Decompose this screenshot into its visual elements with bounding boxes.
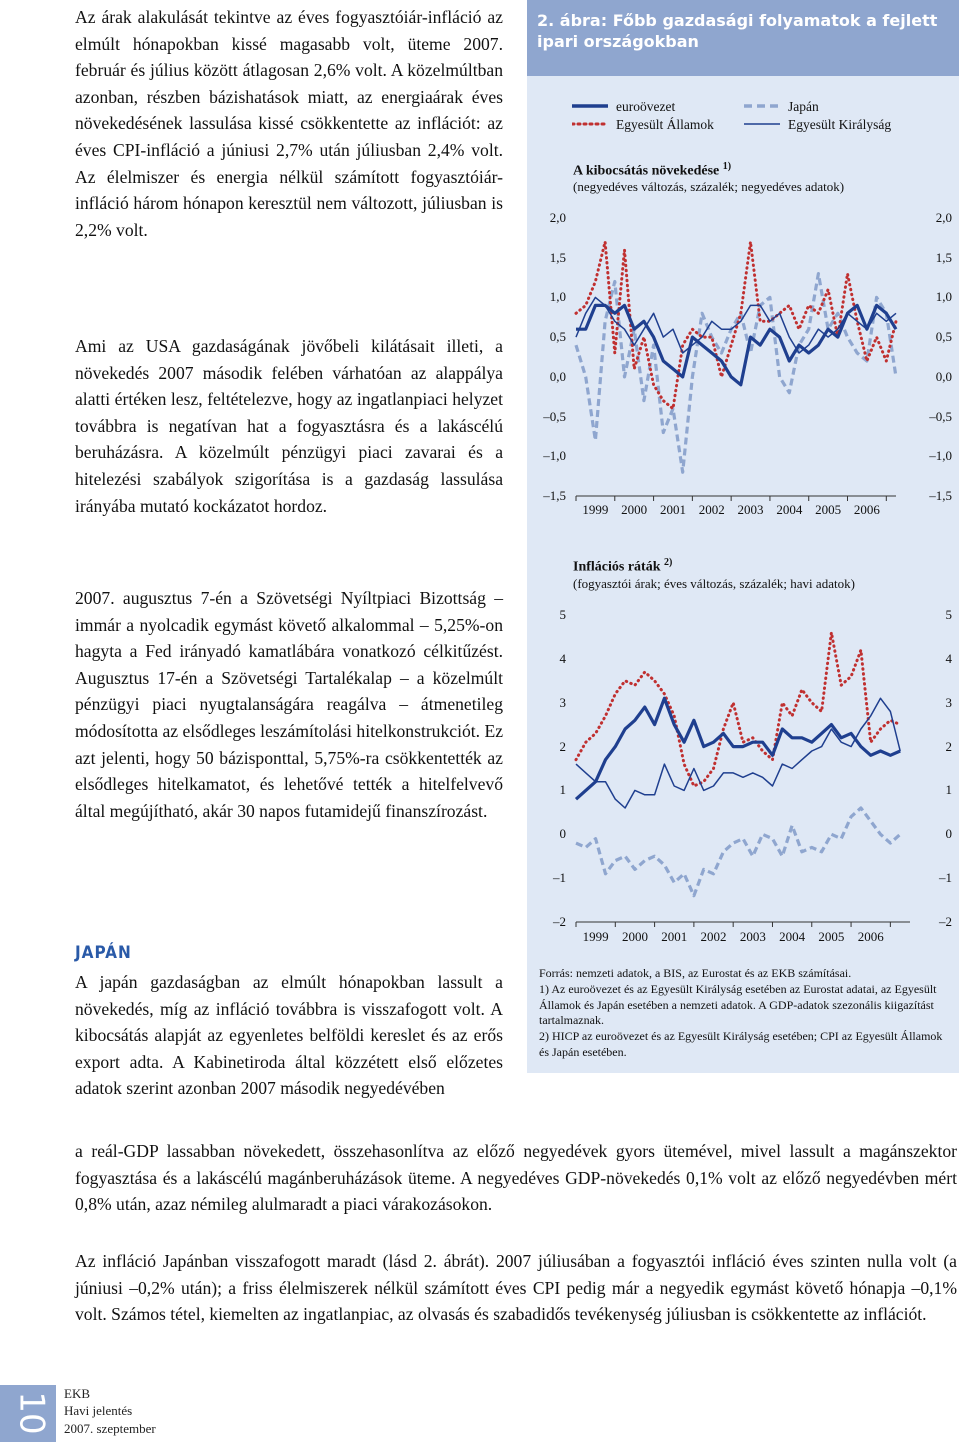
panel2-sup: 2) xyxy=(664,557,673,568)
xtick-label: 2004 xyxy=(776,502,803,517)
ytick-label-right: 0,5 xyxy=(935,329,952,345)
ytick-label-right: 1 xyxy=(945,782,952,798)
ytick-label-left: 1 xyxy=(559,782,566,798)
panel2-title xyxy=(573,557,672,576)
ytick-label-right: –0,5 xyxy=(929,408,952,424)
xtick-label: 2003 xyxy=(737,502,764,517)
figure-source-note: Forrás: nemzeti adatok, a BIS, az Eurostat és az EKB számításai. xyxy=(539,966,852,980)
paragraph-japan-growth: A japán gazdaságban az elmúlt hónapokban lassult a növekedés, míg az infláció továbbra is visszafogott volt. A kibocsátás alapját az egyenletes belföldi kereslet és az erős export adta. A Kabinetiroda által közzétett első előzetes adatok szerint azonban 2007 második negyedévében xyxy=(75,972,503,1099)
ytick-label-left: –0,5 xyxy=(543,408,566,424)
xtick-label: 2004 xyxy=(779,929,806,944)
ytick-label-right: –1 xyxy=(939,870,952,886)
ytick-label-right: 0,0 xyxy=(935,368,952,384)
figure-header xyxy=(527,0,959,76)
xtick-label: 2003 xyxy=(739,929,766,944)
xtick-label: 2005 xyxy=(815,502,842,517)
xtick-label: 2002 xyxy=(698,502,725,517)
panel2-title-text: Inflációs ráták xyxy=(573,559,661,575)
ytick-label-right: –1,0 xyxy=(929,448,952,464)
ytick-label-left: 1,0 xyxy=(549,289,566,305)
ytick-label-left: 2,0 xyxy=(549,210,566,225)
ytick-label-left: 0,5 xyxy=(549,329,566,345)
chart-output-growth xyxy=(570,200,910,518)
series-line-euroövezet xyxy=(576,698,900,799)
xtick-label: 2006 xyxy=(853,502,880,517)
legend-swatches-right xyxy=(744,100,784,130)
series-line-egyesült-királyság xyxy=(576,698,900,808)
panel1-subtitle: (negyedéves változás, százalék; negyedéves adatok) xyxy=(573,179,845,194)
paragraph-us-prices: Az árak alakulását tekintve az éves fogyasztóiár-infláció az elmúlt hónapokban kissé magasabb volt, üteme 2007. február és július között átlagosan 2,6% volt. A közelmúltban azonban, részben bázishatások miatt, az energiaárak éves növekedésének lassulása kissé csökkentette az inflációt: az éves CPI-infláció a júniusi 2,7% után júliusban 2,4% volt. Az élelmiszer és energia nélkül számított fogyasztóiár-infláció három hónapon keresztül nem változott, júliusban is 2,2% volt. xyxy=(75,7,503,240)
legend-us: Egyesült Államok xyxy=(616,117,714,132)
figure-title: 2. ábra: Főbb gazdasági folyamatok a fejlett ipari országokban xyxy=(537,11,938,51)
legend-euro: euroövezet xyxy=(616,99,676,114)
ytick-label-left: –2 xyxy=(553,914,566,929)
ytick-label-right: 1,5 xyxy=(935,249,952,265)
ytick-label-right: 0 xyxy=(945,826,952,842)
footer-publisher: EKB xyxy=(64,1386,90,1401)
ytick-label-left: –1,5 xyxy=(543,488,566,503)
ytick-label-right: 4 xyxy=(945,650,952,666)
xtick-label: 2002 xyxy=(700,929,727,944)
ytick-label-right: 5 xyxy=(945,607,952,622)
ytick-label-right: 2 xyxy=(945,738,952,754)
panel1-title-text: A kibocsátás növekedése xyxy=(573,163,720,179)
xtick-label: 2005 xyxy=(818,929,845,944)
xtick-label: 2001 xyxy=(661,929,688,944)
footer-date: 2007. szeptember xyxy=(64,1421,156,1436)
ytick-label-left: 5 xyxy=(559,607,566,622)
ytick-label-left: 3 xyxy=(559,694,566,710)
ytick-label-left: 0,0 xyxy=(549,368,566,384)
ytick-label-left: 4 xyxy=(559,650,566,666)
xtick-label: 2006 xyxy=(857,929,884,944)
paragraph-japan-gdp: a reál-GDP lassabban növekedett, összehasonlítva az előző negyedévek gyors ütemével, mivel lassult a magánszektor fogyasztása és a lakáscélú magánberuházások üteme. A negyedéves GDP-növekedés 0,1% volt az előző negyedévben mért 0,8% után, azaz némileg alulmaradt a piaci várakozásokon. xyxy=(75,1141,957,1215)
xtick-label: 2001 xyxy=(659,502,686,517)
legend-japan: Japán xyxy=(788,99,819,114)
figure-note-2: 2) HICP az euroövezet és az Egyesült Királyság esetében; CPI az Egyesült Államok és Japán esetében. xyxy=(539,1029,943,1059)
japan-heading: JAPÁN xyxy=(75,943,132,963)
panel1-title xyxy=(573,161,731,180)
ytick-label-left: –1,0 xyxy=(543,448,566,464)
panel1-sup: 1) xyxy=(722,161,732,172)
xtick-label: 2000 xyxy=(621,929,648,944)
paragraph-japan-inflation: Az infláció Japánban visszafogott maradt (lásd 2. ábrát). 2007 júliusában a fogyasztói infláció éves szinten nulla volt (a júniusi –0,2% után); a friss élelmiszerek nélkül számított éves CPI pedig már a negyedik egymást követő hónapja –0,1% volt. Számos tétel, kiemelten az ingatlanpiac, az olvasás és szabadidős tevékenység júliusban is csökkentette az inflációt. xyxy=(75,1251,957,1325)
xtick-label: 2000 xyxy=(621,502,648,517)
ytick-label-left: 1,5 xyxy=(549,249,566,265)
series-line-japán xyxy=(576,274,896,473)
chart-inflation xyxy=(570,600,910,946)
panel2-subtitle: (fogyasztói árak; éves változás, százalék; havi adatok) xyxy=(573,576,855,591)
legend-uk: Egyesült Királyság xyxy=(788,117,892,132)
footer-publication: Havi jelentés xyxy=(64,1403,133,1418)
legend-swatches-left xyxy=(572,100,612,130)
xtick-label: 1999 xyxy=(582,929,609,944)
ytick-label-right: 1,0 xyxy=(935,289,952,305)
figure-note-1: 1) Az euroövezet és az Egyesült Királyság esetében az Eurostat adatai, az Egyesült Államok és Japán esetében a nemzeti adatok. A GDP-adatok szezonális kiigazítást tartalmaznak. xyxy=(539,982,937,1028)
paragraph-fed: 2007. augusztus 7-én a Szövetségi Nyíltpiaci Bizottság – immár a nyolcadik egymást követő alkalommal – 5,25%-on hagyta a Fed irányadó kamatlábára vonatkozó célkitűzést. Augusztus 17-én a Szövetségi Tartalékalap – a közelmúlt pénzügyi piaci nyugtalanságára reagálva – átmenetileg módosította az elsődleges leszámítolási hitelkonstrukciót. Ez azt jelenti, hogy 50 bázisponttal, 5,75%-ra csökkentették az elsődleges hitelkamatot, és lehetővé tették a hitelfelvevő által megújítható, akár 30 napos futamidejű finanszírozást. xyxy=(75,588,504,821)
ytick-label-right: 2,0 xyxy=(935,210,952,225)
series-line-egyesült-államok xyxy=(576,633,900,787)
ytick-label-right: –2 xyxy=(939,914,952,929)
ytick-label-left: 0 xyxy=(559,826,566,842)
ytick-label-right: –1,5 xyxy=(929,488,952,503)
ytick-label-right: 3 xyxy=(945,694,952,710)
ytick-label-left: –1 xyxy=(553,870,566,886)
page-number-tab xyxy=(0,1385,56,1442)
page-number: 10 xyxy=(11,1391,52,1435)
series-line-japán xyxy=(576,808,900,896)
xtick-label: 1999 xyxy=(582,502,609,517)
paragraph-us-outlook: Ami az USA gazdaságának jövőbeli kilátásait illeti, a növekedés 2007 második felében várhatóan az alappálya alatti értéken lesz, feltételezve, hogy az ingatlanpiaci helyzet továbbra is negatívan hat a fogyasztásra és a lakáscélú beruházásra. A közelmúlt pénzügyi piaci zavarai és a hitelezési szabályok szigorítása is a gazdaság lassulása irányába mutató kockázatot hordoz. xyxy=(75,336,503,516)
ytick-label-left: 2 xyxy=(559,738,566,754)
